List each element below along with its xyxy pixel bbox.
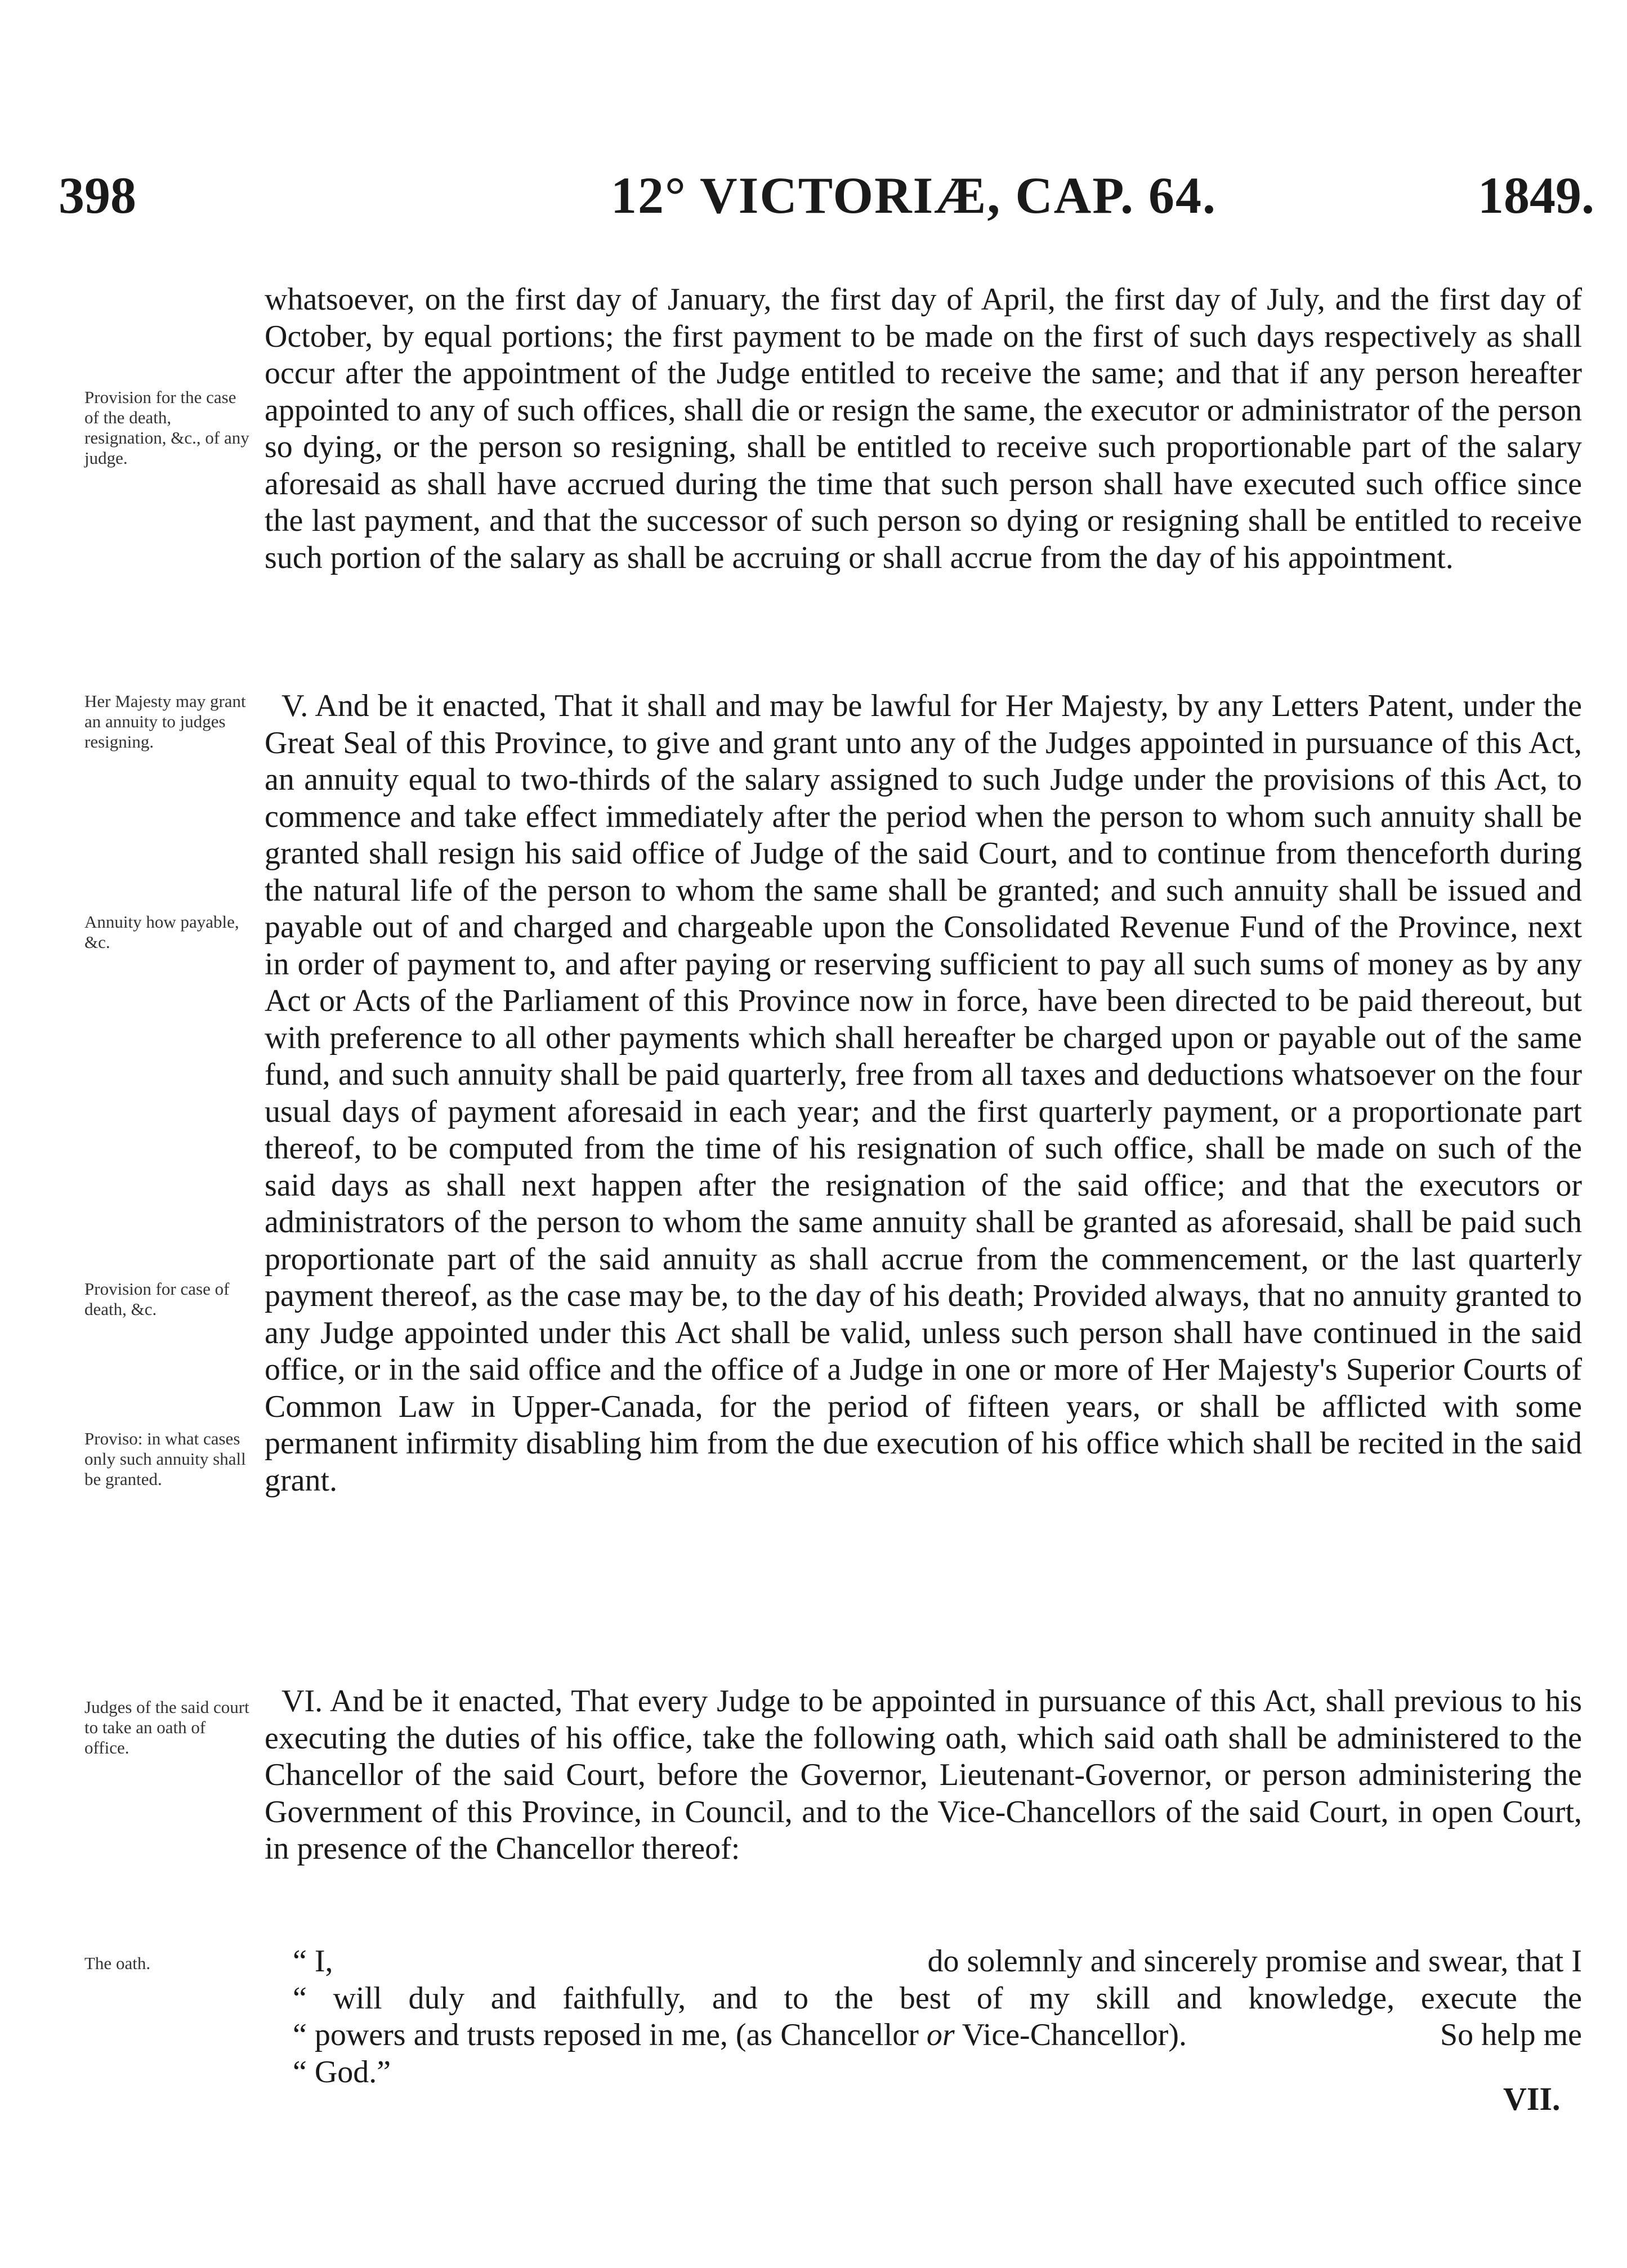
oath-line-1 (265, 1943, 1582, 1980)
paragraph-text: whatsoever, on the first day of January, the first day of April, the first day of July, and the first day of October, by equal portions; the first payment to be made on the first of such days respectively as shall occur after the appointment of the Judge entitled to receive the same; and that if any person hereafter appointed to any of such offices, shall die or resign the same, the executor or administrator of the person so dying, or the person so resigning, shall be entitled to receive such proportionable part of the salary aforesaid as shall have accrued during the time that such person shall have executed such office since the last payment, and that the successor of such person so dying or resigning shall be entitled to receive such portion of the salary as shall be accruing or shall accrue from the day of his appointment. (265, 282, 1582, 575)
oath-so-help: So help me (1440, 2018, 1582, 2052)
paragraph-text: V. And be it enacted, That it shall and may be lawful for Her Majesty, by any Letters Patent, under the Great Seal of this Province, to give and grant unto any of the Judges appointed in pursuance of this Act, an annuity equal to two-thirds of the salary assigned to such Judge under the provisions of this Act, to commence and take effect immediately after the period when the person to whom such annuity shall be granted shall resign his said office of Judge of the said Court, and to continue from thenceforth during the natural life of the person to whom the same shall be granted; and such annuity shall be issued and payable out of and charged and chargeable upon the Consolidated Revenue Fund of the Province, next in order of payment to, and after paying or reserving sufficient to pay all such sums of money as by any Act or Acts of the Parliament of this Province now in force, have been directed to be paid thereout, but with preference to all other payments which shall hereafter be charged upon or payable out of the same fund, and such annuity shall be paid quarterly, free from all taxes and deductions whatsoever on the four usual days of payment aforesaid in each year; and the first quarterly payment, or a proportionate part thereof, to be computed from the time of his resignation of such office, shall be made on such of the said days as shall next happen after the resignation of the said office; and that the executors or administrators of the person to whom the same annuity shall be granted as aforesaid, shall be paid such proportionate part of the said annuity as shall accrue from the commencement, or the last quarterly payment thereof, as the case may be, to the day of his death; Provided always, that no annuity granted to any Judge appointed under this Act shall be valid, unless such person shall have continued in the said office, or in the said office and the office of a Judge in one or more of Her Majesty's Superior Courts of Common Law in Upper-Canada, for the period of fifteen years, or shall be afflicted with some permanent infirmity disabling him from the due execution of his office which shall be recited in the said grant. (265, 688, 1582, 1498)
margin-note-the-oath: The oath. (84, 1953, 151, 1973)
paragraph-salary-payment (265, 281, 1582, 576)
margin-note-judges-oath: Judges of the said court to take an oath of office. (84, 1697, 249, 1757)
oath-powers: “ powers and trusts reposed in me, (as Chancellor (293, 2018, 919, 2052)
margin-note-provision-case-death: Provision for case of death, &c. (84, 1279, 230, 1319)
oath-or: or (926, 2018, 955, 2052)
oath-line-2: “ will duly and faithfully, and to the best of my skill and knowledge, execute the (293, 1980, 1582, 2016)
catchword: VII. (1503, 2081, 1561, 2117)
margin-note-proviso: Proviso: in what cases only such annuity shall be granted. (84, 1429, 246, 1489)
section-vi (265, 1683, 1582, 1868)
oath-block (265, 1943, 1582, 2091)
section-v (265, 688, 1582, 1499)
oath-line-3 (265, 2017, 1582, 2054)
header-year: 1849. (1478, 167, 1594, 224)
paragraph-text: VI. And be it enacted, That every Judge to be appointed in pursuance of this Act, shall previous to his executing the duties of his office, take the following oath, which said oath shall be administered to the Chancellor of the said Court, before the Governor, Lieutenant-Governor, or person administering the Government of this Province, in Council, and to the Vice-Chancellors of the said Court, in open Court, in presence of the Chancellor thereof: (265, 1684, 1582, 1866)
running-title: 12° VICTORIÆ, CAP. 64. (611, 167, 1217, 224)
margin-note-provision-death: Provision for the case of the death, resignation, &c., of any judge. (84, 387, 249, 468)
oath-vice: Vice-Chancellor). (962, 2018, 1187, 2052)
oath-open: “ I, (293, 1944, 333, 1979)
oath-line-4: “ God.” (293, 2054, 391, 2090)
oath-promise: do solemnly and sincerely promise and swear, that I (927, 1944, 1582, 1979)
margin-note-annuity-grant: Her Majesty may grant an annuity to judges resigning. (84, 691, 246, 751)
margin-note-annuity-payable: Annuity how payable, &c. (84, 912, 239, 952)
page-number: 398 (59, 167, 136, 224)
